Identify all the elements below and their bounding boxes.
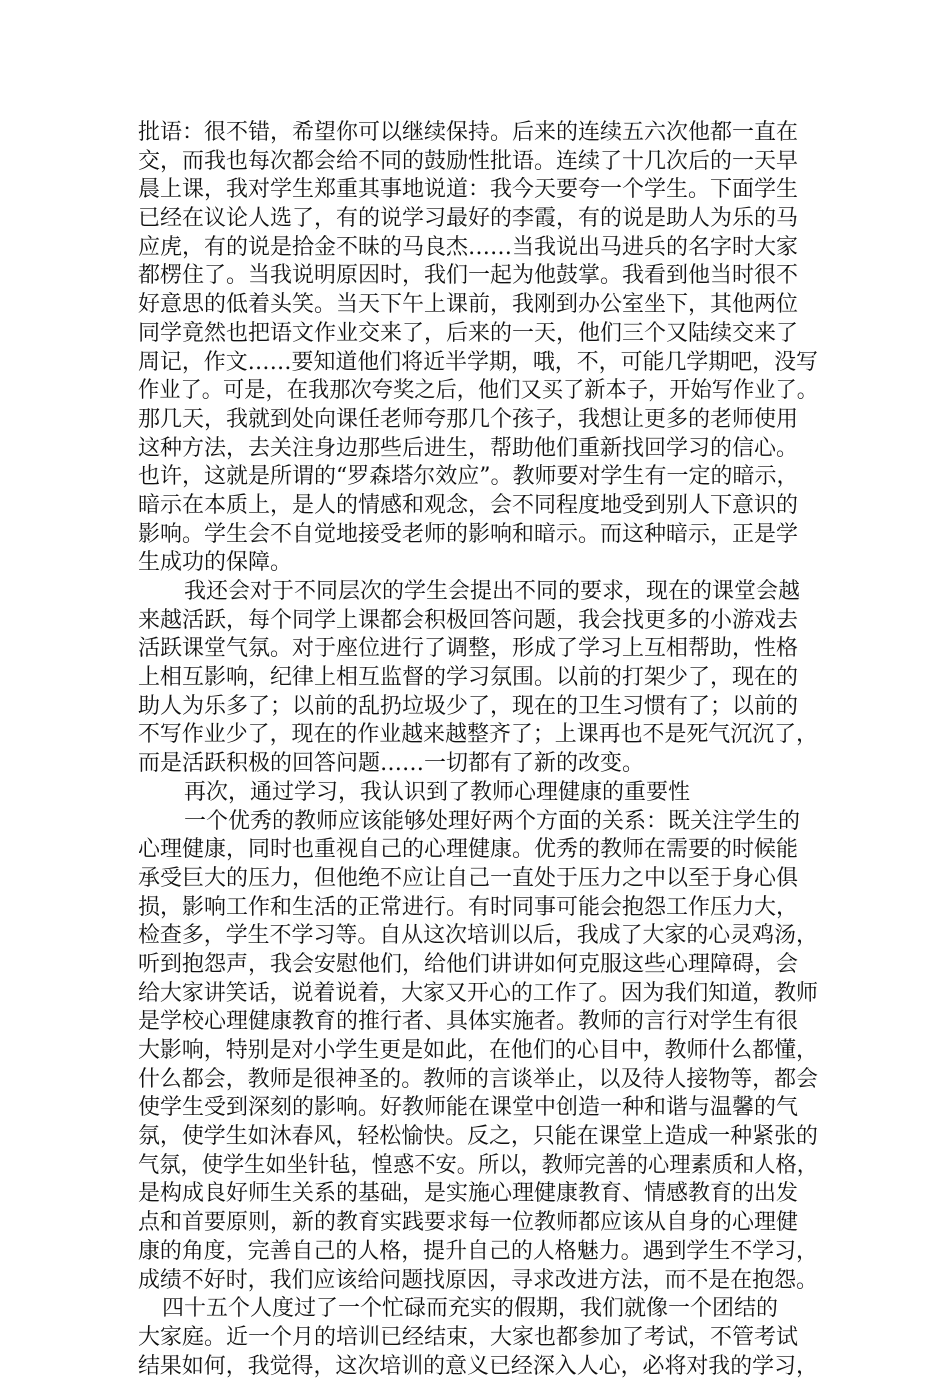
document-body (138, 119, 818, 1381)
text-line: 活跃课堂气氛。对于座位进行了调整，形成了学习上互相帮助，性格 (138, 636, 799, 662)
text-line: 来越活跃，每个同学上课都会积极回答问题，我会找更多的小游戏去 (138, 607, 799, 633)
text-line: 交，而我也每次都会给不同的鼓励性批语。连续了十几次后的一天早 (138, 148, 799, 174)
text-line: 心理健康，同时也重视自己的心理健康。优秀的教师在需要的时候能 (138, 837, 799, 863)
text-line: 成绩不好时，我们应该给问题找原因，寻求改进方法，而不是在抱怨。 (138, 1267, 818, 1293)
text-line: 点和首要原则，新的教育实践要求每一位教师都应该从自身的心理健 (138, 1210, 799, 1236)
text-line: 也许，这就是所谓的“罗森塔尔效应”。教师要对学生有一定的暗示， (138, 464, 799, 490)
text-line: 已经在议论人选了，有的说学习最好的李霞，有的说是助人为乐的马 (138, 206, 799, 232)
text-line: 大家庭。近一个月的培训已经结束，大家也都参加了考试，不管考试 (138, 1324, 799, 1350)
text-line: 结果如何，我觉得，这次培训的意义已经深入人心，必将对我的学习， (138, 1353, 818, 1379)
text-line: 不写作业少了，现在的作业越来越整齐了；上课再也不是死气沉沉了， (138, 722, 818, 748)
text-line: 上相互影响，纪律上相互监督的学习氛围。以前的打架少了，现在的 (138, 665, 799, 691)
text-line: 应虎，有的说是拾金不昧的马良杰……当我说出马进兵的名字时大家 (138, 234, 799, 260)
text-line: 听到抱怨声，我会安慰他们，给他们讲讲如何克服这些心理障碍，会 (138, 951, 799, 977)
text-line: 是学校心理健康教育的推行者、具体实施者。教师的言行对学生有很 (138, 1009, 799, 1035)
text-line: 承受巨大的压力，但他绝不应让自己一直处于压力之中以至于身心俱 (138, 865, 799, 891)
text-line: 都楞住了。当我说明原因时，我们一起为他鼓掌。我看到他当时很不 (138, 263, 799, 289)
text-line: 这种方法，去关注身边那些后进生，帮助他们重新找回学习的信心。 (138, 435, 799, 461)
text-line: 作业了。可是，在我那次夸奖之后，他们又买了新本子，开始写作业了。 (138, 378, 818, 404)
text-line: 同学竟然也把语文作业交来了，后来的一天，他们三个又陆续交来了 (138, 320, 799, 346)
text-line: 什么都会，教师是很神圣的。教师的言谈举止，以及待人接物等，都会 (138, 1066, 818, 1092)
text-line: 助人为乐多了；以前的乱扔垃圾少了，现在的卫生习惯有了；以前的 (138, 693, 799, 719)
text-line: 晨上课，我对学生郑重其事地说道：我今天要夸一个学生。下面学生 (138, 177, 799, 203)
paragraph-start-line: 四十五个人度过了一个忙碌而充实的假期，我们就像一个团结的 (162, 1296, 779, 1322)
text-line: 给大家讲笑话，说着说着，大家又开心的工作了。因为我们知道，教师 (138, 980, 818, 1006)
text-line: 生成功的保障。 (138, 550, 293, 576)
section-heading: 再次，通过学习，我认识到了教师心理健康的重要性 (184, 779, 691, 805)
text-line: 暗示在本质上，是人的情感和观念，会不同程度地受到别人下意识的 (138, 492, 799, 518)
text-line: 是构成良好师生关系的基础，是实施心理健康教育、情感教育的出发 (138, 1181, 799, 1207)
text-line: 检查多，学生不学习等。自从这次培训以后，我成了大家的心灵鸡汤， (138, 923, 818, 949)
text-line: 批语：很不错，希望你可以继续保持。后来的连续五六次他都一直在 (138, 120, 799, 145)
text-line: 损，影响工作和生活的正常进行。有时同事可能会抱怨工作压力大， (138, 894, 799, 920)
paragraph-start-line: 一个优秀的教师应该能够处理好两个方面的关系：既关注学生的 (184, 808, 801, 834)
text-line: 那几天，我就到处向课任老师夸那几个孩子，我想让更多的老师使用 (138, 406, 799, 432)
text-line: 影响。学生会不自觉地接受老师的影响和暗示。而这种暗示，正是学 (138, 521, 799, 547)
text-line: 大影响，特别是对小学生更是如此，在他们的心目中，教师什么都懂， (138, 1038, 818, 1063)
text-line: 气氛，使学生如坐针毡，惶惑不安。所以，教师完善的心理素质和人格， (138, 1152, 818, 1178)
text-line: 康的角度，完善自己的人格，提升自己的人格魅力。遇到学生不学习， (138, 1238, 818, 1264)
paragraph-start-line: 我还会对于不同层次的学生会提出不同的要求，现在的课堂会越 (184, 579, 801, 604)
text-line: 好意思的低着头笑。当天下午上课前，我刚到办公室坐下，其他两位 (138, 292, 799, 318)
text-line: 而是活跃积极的回答问题……一切都有了新的改变。 (138, 751, 645, 777)
text-line: 氛，使学生如沐春风，轻松愉快。反之，只能在课堂上造成一种紧张的 (138, 1124, 818, 1150)
text-line: 周记，作文……要知道他们将近半学期，哦，不，可能几学期吧，没写 (138, 349, 818, 375)
text-line: 使学生受到深刻的影响。好教师能在课堂中创造一种和谐与温馨的气 (138, 1095, 799, 1121)
